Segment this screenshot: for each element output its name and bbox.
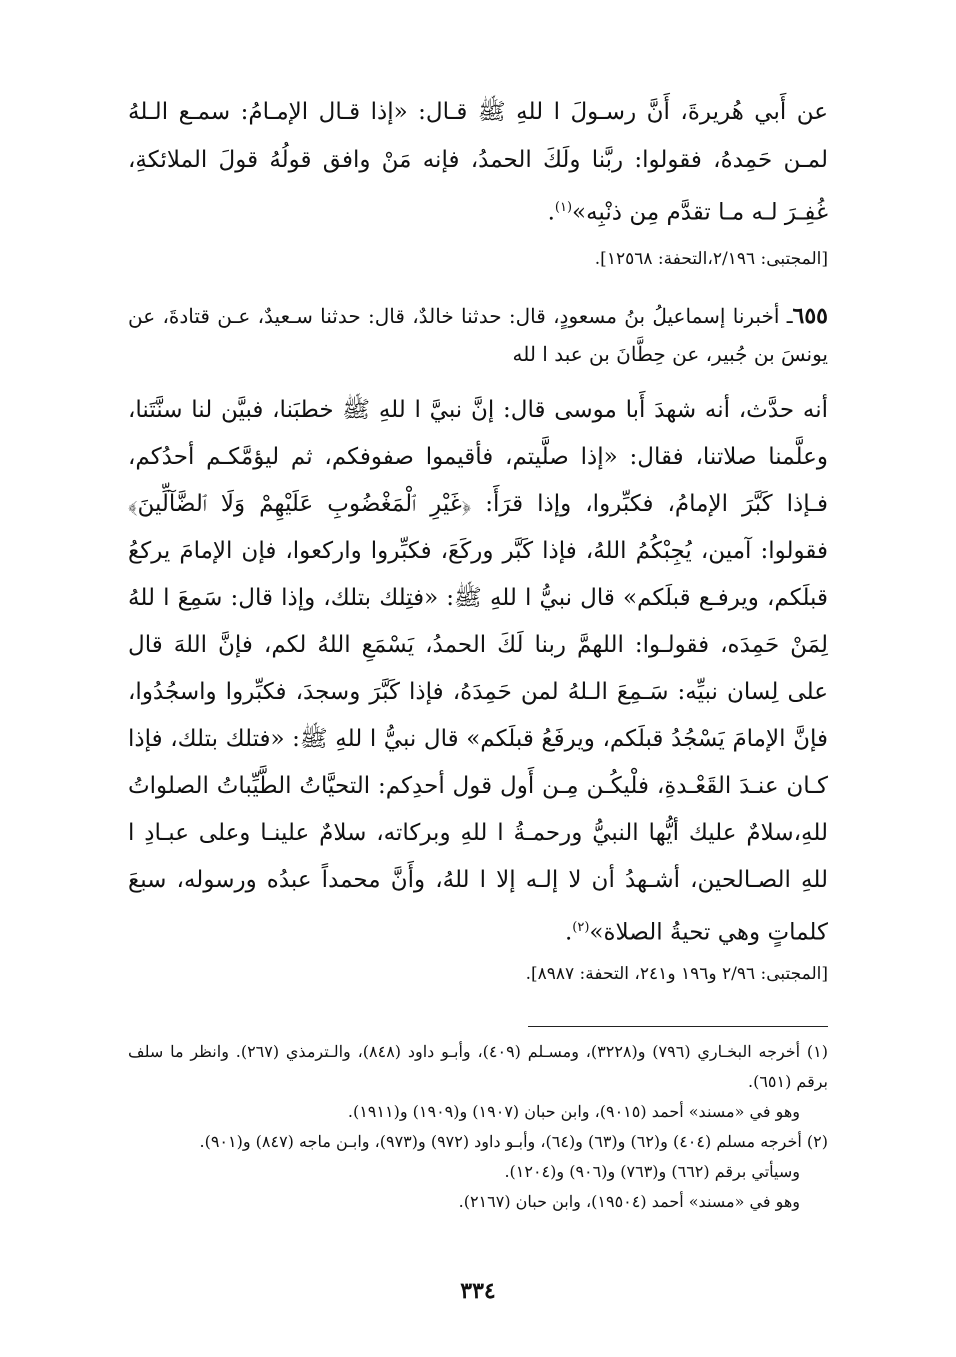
footnote-1-continuation: وهو في «مسند» أحمد (٩٠١٥)، وابن حبان (١٩٠٧) و(١٩٠٩) و(١٩١١). (347, 1102, 800, 1122)
source-reference-1: [المجتبى: ٢/١٩٦،التحفة: ١٢٥٦٨]. (594, 248, 828, 269)
page-number: ٣٣٤ (460, 1278, 496, 1304)
footnote-2-continuation-b: وهو في «مسند» أحمد (١٩٥٠٤)، وابن حبان (٢١٦٧). (458, 1192, 800, 1212)
footnotes-section (128, 1037, 828, 1217)
hadith-chain-text: أخبرنا إسماعيلُ بنُ مسعودٍ، قال: حدثنا خالدٌ، قال: حدثنا سـعيدٌ، عـن قتادةَ، عن يونسَ بن جُبير، عن حِطَّانَ بن عبد ا لله (128, 303, 828, 366)
hadith-body-text: أنه حدَّث، أنه شهدَ أَبا موسى قال: إنَّ نبيَّ ا للهِ ﷺ خطبَنا، فبيَّن لنا سنَّتَنا، وعلَّمنا صلاتنا، فقال: «إذا صلَّيتم، فأقيموا صفوفكم، ثم ليؤمَّكـم أحدُكم، فـإذا كَبَّرَ الإمامُ، فكبِّروا، وإذا قرَأَ: ﴿غَيْرِ ٱلْمَغْضُوبِ عَلَيْهِمْ وَلَا ٱلضَّآلِّينَ﴾ فقولوا: آمين، يُجِبْكُمُ اللهُ، فإذا كَبَّر وركَعَ، فكبِّروا واركعوا، فإن الإمامَ يركعُ قبلَكم، ويرفـع قبلَكم» قال نبيُّ ا للهِ ﷺ: «فتِلك بتلك، وإذا قال: سَمِعَ ا للهُ لِمَنْ حَمِدَه، فقولـوا: اللهمَّ ربنا لَكَ الحمدُ، يَسْمَعِ اللهُ لكم، فإنَّ اللهَ قال على لِسان نبيِّه: سَـمِعَ الـلهُ لمن حَمِدَهُ، فإذا كَبَّرَ وسجدَ، فكبِّروا واسجُدُوا، فإنَّ الإمامَ يَسْجُدُ قبلَكم، ويرفَعُ قبلَكم» قال نبيُّ ا للهِ ﷺ: «فتلك بتلك، فإذا كـان عنـدَ القَعْـدةِ، فلْيكُـن مِـن أَول قول أحدِكم: التحيَّاتُ الطَّيِّباتُ الصلواتُ للهِ،سلامٌ عليك أيُّها النبيُّ ورحمـةُ ا للهِ وبركاته، سلامٌ علينـا وعلى عبـادِ ا للهِ الصـالحين، أشـهدُ أن لا إلـه إلا ا للهُ، وأَنَّ محمداً عبدُه ورسوله، سبعَ كلماتٍ وهي تحيةُ الصلاة» (128, 396, 828, 946)
hadith-body-end: . (564, 919, 573, 946)
footnote-1: (١) أخرجه البخـاري (٧٩٦) و(٣٢٢٨)، ومسـلم (٤٠٩)، وأبـو داود (٨٤٨)، والـترمذي (٢٦٧). وانظر ما سلف برقم (٦٥١). (128, 1042, 829, 1092)
footnote-mark-2[interactable]: (٢) (572, 919, 590, 935)
hadith-number: ٦٥٥ (792, 302, 828, 329)
intro-paragraph (128, 88, 828, 237)
hadith-number-dash: ـ (786, 303, 793, 328)
hadith-655-chain (128, 297, 828, 373)
intro-end: . (547, 199, 555, 226)
footnote-2-continuation-a: وسيأتي برقم (٦٦٢) و(٧٦٣) و(٩٠٦) و(١٢٠٤). (504, 1162, 800, 1182)
hadith-655-body (128, 387, 828, 957)
footnote-2: (٢) أخرجه مسلم (٤٠٤) و(٦٢) و(٦٣) و(٦٤)، وأبـو داود (٩٧٢) و(٩٧٣)، وابـن ماجه (٨٤٧) و(٩٠١). (199, 1132, 828, 1152)
footnote-divider (528, 1026, 828, 1027)
page-content (128, 88, 828, 1328)
footnote-mark-1[interactable]: (١) (554, 200, 573, 215)
source-reference-2: [المجتبى: ٢/٩٦ و١٩٦ و٢٤١، التحفة: ٨٩٨٧]. (525, 964, 828, 985)
intro-text: عن أَبي هُريرةَ، أَنَّ رسـولَ ا للهِ ﷺ قـال: «إذا قـال الإمـامُ: سمـع الـلهُ لمـن حَمِدهُ، فقولوا: ربَّنا ولَكَ الحمدُ، فإنه مَنْ وافق قولُهُ قولَ الملائكةِ، غُفِـرَ لـه مـا تقدَّم مِن ذنْبِه» (128, 99, 828, 226)
